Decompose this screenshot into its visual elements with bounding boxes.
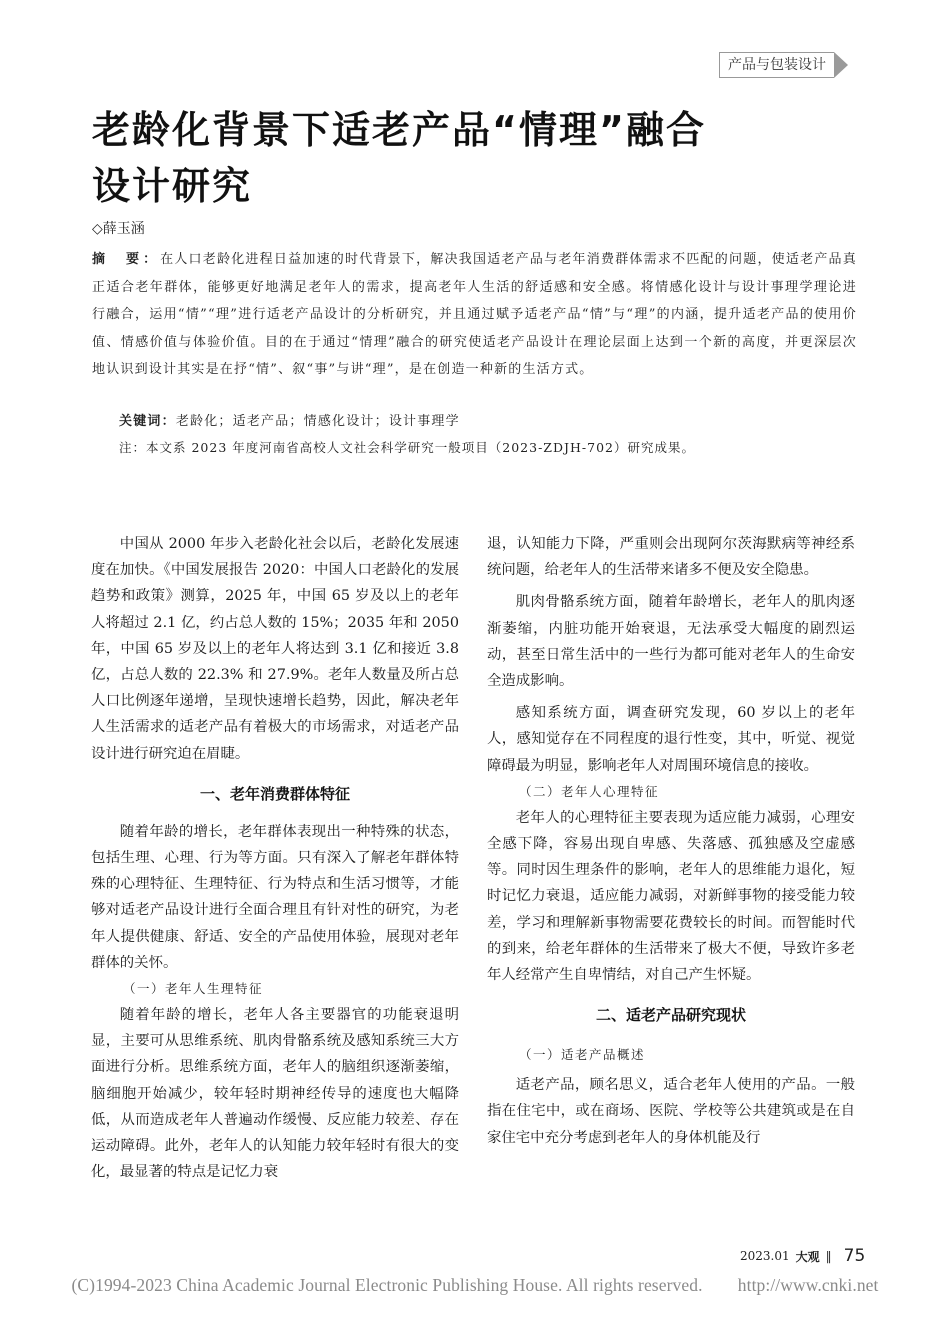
paragraph: 感知系统方面，调查研究发现，60 岁以上的老年人，感知觉存在不同程度的退行性变，其中，听觉、视觉障碍最为明显，影响老年人对周围环境信息的接收。 — [487, 705, 855, 774]
paragraph: 随着年龄的增长，老年人各主要器官的功能衰退明显，主要可从思维系统、肌肉骨骼系统及感知系统三大方面进行分析。思维系统方面，老年人的脑组织逐渐萎缩，脑细胞开始减少，较年轻时期神经传导的速度也大幅降低，从而造成老年人普遍动作缓慢、反应能力较差、存在运动障碍。此外，老年人的认知能力较年轻时有很大的变化，最显著的特点是记忆力衰 — [91, 1007, 459, 1181]
author: ◇薛玉涵 — [92, 221, 145, 237]
paragraph: 适老产品，顾名思义，适合老年人使用的产品。一般指在住宅中，或在商场、医院、学校等公共建筑或是在自家住宅中充分考虑到老年人的身体机能及行 — [487, 1077, 855, 1146]
abstract-text: 在人口老龄化进程日益加速的时代背景下，解决我国适老产品与老年消费群体需求不匹配的问题，使适老产品真正适合老年群体，能够更好地满足老年人的需求，提高老年人生活的舒适感和安全感。将情感化设计与设计事理学理论进行融合，运用“情”“理”进行适老产品设计的分析研究，并且通过赋予适老产品“情”与“理”的内涵，提升适老产品的使用价值、情感价值与体验价值。目的在于通过“情理”融合的研究使适老产品设计在理论层面上达到一个新的高度，并更深层次地认识到设计其实是在抒“情”、叙“事”与讲“理”，是在创造一种新的生活方式。 — [92, 252, 857, 377]
keywords-text: 老龄化；适老产品；情感化设计；设计事理学 — [175, 414, 460, 429]
article-title — [92, 102, 852, 214]
copyright-watermark: (C)1994-2023 China Academic Journal Electronic Publishing House. All rights reserved. http://www.cnki.net — [71, 1275, 879, 1295]
page-number: 75 — [843, 1246, 866, 1266]
paragraph-continued: 退，认知能力下降，严重则会出现阿尔茨海默病等神经系统问题，给老年人的生活带来诸多不便及安全隐患。 — [487, 536, 855, 579]
left-column — [91, 531, 459, 1185]
abstract — [92, 246, 857, 384]
keywords — [119, 410, 460, 429]
funding-note: 注：本文系 2023 年度河南省高校人文社会科学研究一般项目（2023-ZDJH-702）研究成果。 — [119, 440, 695, 455]
page-footer — [740, 1246, 865, 1266]
section-tag-label: 产品与包装设计 — [719, 52, 834, 78]
title-line-1: 老龄化背景下适老产品“情理”融合 — [92, 108, 706, 152]
subheading-overview: （一）适老产品概述 — [519, 1047, 646, 1063]
keywords-label: 关键词： — [119, 414, 176, 429]
paragraph: 随着年龄的增长，老年群体表现出一种特殊的状态，包括生理、心理、行为等方面。只有深入了解老年群体特殊的心理特征、生理特征、行为特点和生活习惯等，才能够对适老产品设计进行全面合理且有针对性的研究，为老年人提供健康、舒适、安全的产品使用体验，展现对老年群体的关怀。 — [91, 823, 459, 971]
footer-separator: ‖ — [825, 1249, 832, 1263]
magazine-name: 大观 — [795, 1249, 820, 1264]
paragraph: 肌肉骨骼系统方面，随着年龄增长，老年人的肌肉逐渐萎缩，内脏功能开始衰退，无法承受大幅度的剧烈运动，甚至日常生活中的一些行为都可能对老年人的生命安全造成影响。 — [487, 594, 855, 690]
heading-section-1: 一、老年消费群体特征 — [199, 784, 350, 803]
section-tag-arrow-icon — [834, 52, 848, 78]
subheading-physiological: （一）老年人生理特征 — [123, 981, 264, 997]
section-tag — [719, 52, 848, 78]
intro-paragraph: 中国从 2000 年步入老龄化社会以后，老龄化发展速度在加快。《中国发展报告 2020：中国人口老龄化的发展趋势和政策》测算，2025 年，中国 65 岁及以上的老年人将超过 2.1 亿，约占总人数的 15%；2035 年和 2050 年，中国 65 岁及以上的老年人将达到 3.1 亿和接近 3.8 亿，占总人数的 22.3% 和 27.9%。老年人数量及所占总人口比例逐年递增，呈现快速增长趋势，因此，解决老年人生活需求的适老产品有着极大的市场需求，对适老产品设计进行研究迫在眉睫。 — [91, 536, 459, 762]
right-column — [487, 531, 855, 1151]
paragraph: 老年人的心理特征主要表现为适应能力减弱，心理安全感下降，容易出现自卑感、失落感、孤独感及空虚感等。同时因生理条件的影响，老年人的思维能力退化，短时记忆力衰退，适应能力减弱，对新鲜事物的接受能力较差，学习和理解新事物需要花费较长的时间。而智能时代的到来，给老年群体的生活带来了极大不便，导致许多老年人经常产生自卑情结，对自己产生怀疑。 — [487, 809, 855, 984]
subheading-psychological: （二）老年人心理特征 — [519, 783, 660, 799]
heading-section-2: 二、适老产品研究现状 — [595, 1006, 746, 1025]
issue-date: 2023.01 — [740, 1249, 790, 1263]
abstract-label: 摘 要： — [92, 252, 161, 267]
title-line-2: 设计研究 — [92, 164, 253, 208]
